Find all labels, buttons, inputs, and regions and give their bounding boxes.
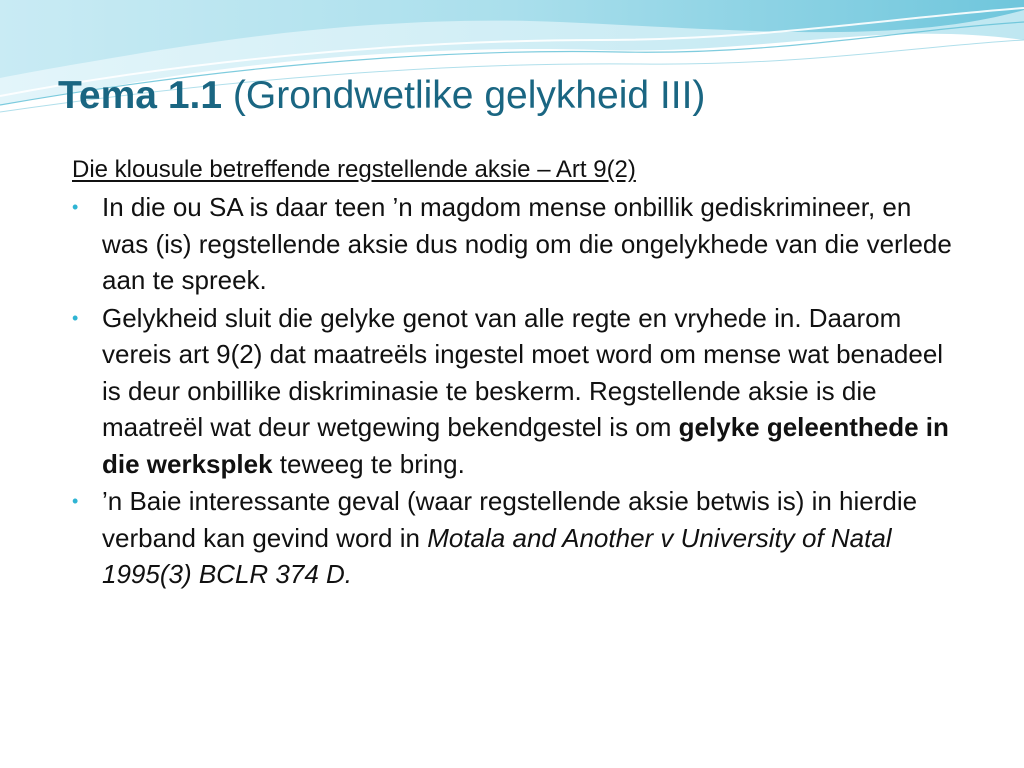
bullet-item [72,483,962,593]
bullet-list [72,189,962,593]
slide-content [72,152,962,593]
bullet-text: ’n Baie interessante geval (waar regstellende aksie betwis is) in hierdie verband kan gevind word in [102,486,918,553]
slide-title [58,74,998,119]
bullet-icon: • [72,491,79,511]
bullet-icon: • [72,307,79,328]
title-subject: (Grondwetlike gelykheid III) [232,74,706,117]
bullet-item [72,189,962,299]
bullet-item [72,300,962,483]
bullet-text-emphasis: gelyke geleenthede in die werksplek [102,412,949,479]
bullet-text-end: teweeg te bring. [279,448,465,479]
title-topic: Tema 1.1 [58,74,223,117]
bullet-text: In die ou SA is daar teen ’n magdom mense onbillik gediskrimineer, en was (is) regstellende aksie dus nodig om die ongelykhede van die verlede aan te spreek. [102,192,952,295]
bullet-text: Gelykheid sluit die gelyke genot van alle regte en vryhede in. Daarom vereis art 9(2) dat maatreëls ingestel moet word om mense wat benadeel is deur onbillike diskriminasie te beskerm. Regstellende aksie is die maatreël wat deur wetgewing bekendgestel is om [102,302,944,442]
section-subheading: Die klousule betreffende regstellende aksie – Art 9(2) [72,156,636,183]
case-citation: Motala and Another v University of Natal 1995(3) BCLR 374 D. [102,522,892,589]
bullet-icon: • [72,197,79,217]
